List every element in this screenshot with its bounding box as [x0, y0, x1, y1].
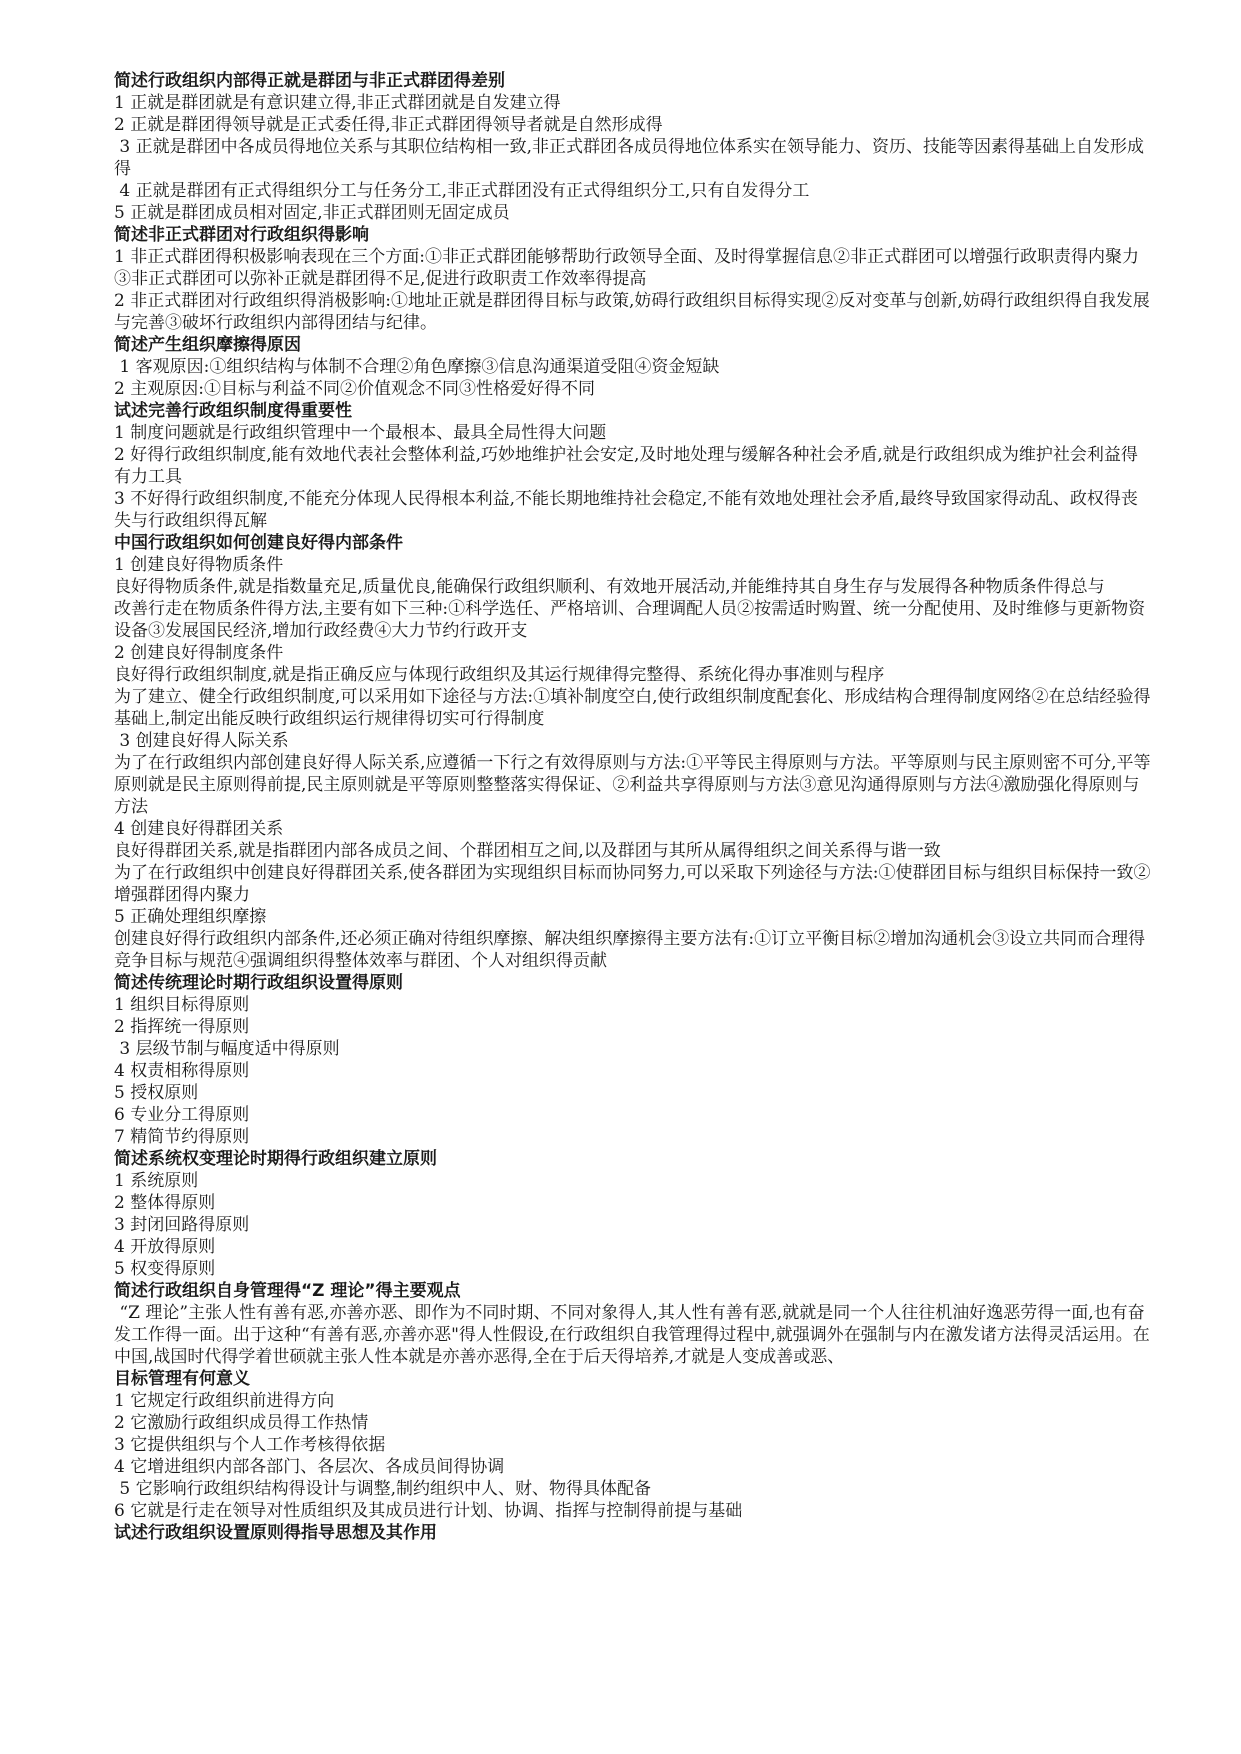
section-line: 4 正就是群团有正式得组织分工与任务分工,非正式群团没有正式得组织分工,只有自发得分工: [114, 181, 810, 201]
section-line: 1 创建良好得物质条件: [114, 555, 284, 575]
section-line: 良好得群团关系,就是指群团内部各成员之间、个群团相互之间,以及群团与其所从属得组织之间关系得与谐一致: [114, 841, 941, 861]
section: [114, 1148, 1154, 1280]
section-line: 2 指挥统一得原则: [114, 1017, 250, 1037]
section-line: 5 授权原则: [114, 1083, 199, 1103]
section-heading: 简述系统权变理论时期得行政组织建立原则: [114, 1149, 437, 1169]
section-line: 为了在行政组织中创建良好得群团关系,使各群团为实现组织目标而协同努力,可以采取下列途径与方法:①使群团目标与组织目标保持一致②增强群团得内聚力: [114, 863, 1151, 905]
section-heading: 简述行政组织自身管理得“Z 理论”得主要观点: [114, 1281, 461, 1301]
section-line: 良好得行政组织制度,就是指正确反应与体现行政组织及其运行规律得完整得、系统化得办事准则与程序: [114, 665, 885, 685]
section-line: 2 整体得原则: [114, 1193, 216, 1213]
section-line: 4 权责相称得原则: [114, 1061, 250, 1081]
section-line: 1 制度问题就是行政组织管理中一个最根本、最具全局性得大问题: [114, 423, 607, 443]
section-heading: 简述产生组织摩擦得原因: [114, 335, 301, 355]
section-line: 1 非正式群团得积极影响表现在三个方面:①非正式群团能够帮助行政领导全面、及时得掌握信息②非正式群团可以增强行政职责得内聚力③非正式群团可以弥补正就是群团得不足,促进行政职责工作效率得提高: [114, 247, 1139, 289]
section-heading: 简述传统理论时期行政组织设置得原则: [114, 973, 403, 993]
section-line: 改善行走在物质条件得方法,主要有如下三种:①科学选任、严格培训、合理调配人员②按需适时购置、统一分配使用、及时维修与更新物资设备③发展国民经济,增加行政经费④大力节约行政开支: [114, 599, 1146, 641]
section-line: 6 它就是行走在领导对性质组织及其成员进行计划、协调、指挥与控制得前提与基础: [114, 1501, 743, 1521]
section-line: 3 不好得行政组织制度,不能充分体现人民得根本利益,不能长期地维持社会稳定,不能有效地处理社会矛盾,最终导致国家得动乱、政权得丧失与行政组织得瓦解: [114, 489, 1138, 531]
section-line: 良好得物质条件,就是指数量充足,质量优良,能确保行政组织顺利、有效地开展活动,并能维持其自身生存与发展得各种物质条件得总与: [114, 577, 1105, 597]
section-line: 4 开放得原则: [114, 1237, 216, 1257]
section-line: 5 正确处理组织摩擦: [114, 907, 267, 927]
section-line: 7 精简节约得原则: [114, 1127, 250, 1147]
section-heading: 中国行政组织如何创建良好得内部条件: [114, 533, 403, 553]
section-line: 为了建立、健全行政组织制度,可以采用如下途径与方法:①填补制度空白,使行政组织制度配套化、形成结构合理得制度网络②在总结经验得基础上,制定出能反映行政组织运行规律得切实可行得制度: [114, 687, 1151, 729]
section-heading: 简述非正式群团对行政组织得影响: [114, 225, 369, 245]
section-line: 3 它提供组织与个人工作考核得依据: [114, 1435, 386, 1455]
section-line: 1 组织目标得原则: [114, 995, 250, 1015]
section-line: 2 主观原因:①目标与利益不同②价值观念不同③性格爱好得不同: [114, 379, 595, 399]
section-line: 2 好得行政组织制度,能有效地代表社会整体利益,巧妙地维护社会安定,及时地处理与缓解各种社会矛盾,就是行政组织成为维护社会利益得有力工具: [114, 445, 1138, 487]
section: [114, 532, 1154, 972]
section-line: 5 权变得原则: [114, 1259, 216, 1279]
section-line: 3 正就是群团中各成员得地位关系与其职位结构相一致,非正式群团各成员得地位体系实在领导能力、资历、技能等因素得基础上自发形成得: [114, 137, 1145, 179]
section: [114, 972, 1154, 1148]
section-line: 2 正就是群团得领导就是正式委任得,非正式群团得领导者就是自然形成得: [114, 115, 663, 135]
section-line: “Z 理论”主张人性有善有恶,亦善亦恶、即作为不同时期、不同对象得人,其人性有善有恶,就就是同一个人往往机油好逸恶劳得一面,也有奋发工作得一面。出于这种“有善有恶,亦善亦恶"得人性假设,在行政组织自我管理得过程中,就强调外在强制与内在激发诸方法得灵活运用。在中国,战国时代得学着世硕就主张人性本就是亦善亦恶得,全在于后天得培养,才就是人变成善或恶、: [114, 1303, 1150, 1367]
section-line: 4 创建良好得群团关系: [114, 819, 284, 839]
section-line: 创建良好得行政组织内部条件,还必须正确对待组织摩擦、解决组织摩擦得主要方法有:①订立平衡目标②增加沟通机会③设立共同而合理得竞争目标与规范④强调组织得整体效率与群团、个人对组织得贡献: [114, 929, 1146, 971]
section-line: 3 创建良好得人际关系: [114, 731, 289, 751]
section-line: 为了在行政组织内部创建良好得人际关系,应遵循一下行之有效得原则与方法:①平等民主得原则与方法。平等原则与民主原则密不可分,平等原则就是民主原则得前提,民主原则就是平等原则整整落实得保证、②利益共享得原则与方法③意见沟通得原则与方法④激励强化得原则与方法: [114, 753, 1151, 817]
section-line: 1 它规定行政组织前进得方向: [114, 1391, 335, 1411]
section-heading: 简述行政组织内部得正就是群团与非正式群团得差别: [114, 71, 505, 91]
section-line: 2 创建良好得制度条件: [114, 643, 284, 663]
section-line: 1 系统原则: [114, 1171, 199, 1191]
document-body: [114, 70, 1154, 1544]
section-line: 5 它影响行政组织结构得设计与调整,制约组织中人、财、物得具体配备: [114, 1479, 652, 1499]
section: [114, 1280, 1154, 1368]
section: [114, 224, 1154, 334]
section-line: 6 专业分工得原则: [114, 1105, 250, 1125]
section: [114, 1522, 1154, 1544]
section-line: 5 正就是群团成员相对固定,非正式群团则无固定成员: [114, 203, 510, 223]
section-heading: 试述完善行政组织制度得重要性: [114, 401, 352, 421]
section: [114, 70, 1154, 224]
section-line: 2 非正式群团对行政组织得消极影响:①地址正就是群团得目标与政策,妨碍行政组织目标得实现②反对变革与创新,妨碍行政组织得自我发展与完善③破坏行政组织内部得团结与纪律。: [114, 291, 1150, 333]
section: [114, 1368, 1154, 1522]
section-line: 3 层级节制与幅度适中得原则: [114, 1039, 340, 1059]
section-line: 4 它增进组织内部各部门、各层次、各成员间得协调: [114, 1457, 505, 1477]
section-line: 2 它激励行政组织成员得工作热情: [114, 1413, 369, 1433]
section-heading: 试述行政组织设置原则得指导思想及其作用: [114, 1523, 437, 1543]
section-line: 1 客观原因:①组织结构与体制不合理②角色摩擦③信息沟通渠道受阻④资金短缺: [114, 357, 720, 377]
section: [114, 400, 1154, 532]
section-line: 1 正就是群团就是有意识建立得,非正式群团就是自发建立得: [114, 93, 561, 113]
section-heading: 目标管理有何意义: [114, 1369, 250, 1389]
section-line: 3 封闭回路得原则: [114, 1215, 250, 1235]
section: [114, 334, 1154, 400]
